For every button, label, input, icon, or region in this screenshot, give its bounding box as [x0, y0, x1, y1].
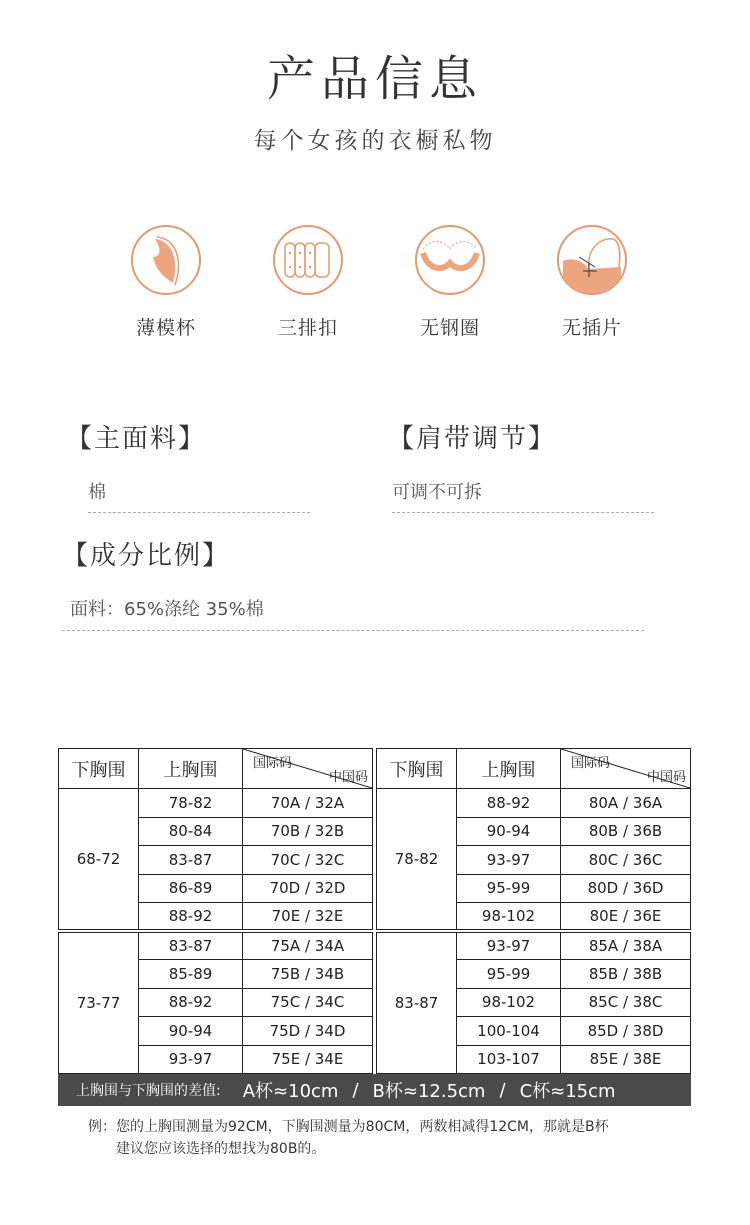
size-code-cell: 75C / 34C	[243, 988, 373, 1017]
feature-item	[237, 225, 379, 340]
upper-bust-cell: 93-97	[139, 1045, 243, 1074]
size-code-cell: 80A / 36A	[561, 789, 691, 818]
upper-bust-cell: 100-104	[457, 1017, 561, 1046]
size-code-cell: 85A / 38A	[561, 931, 691, 960]
size-code-cell: 75E / 34E	[243, 1045, 373, 1074]
header-intl: 国际码	[571, 756, 611, 771]
diff-b: B杯≈12.5cm	[372, 1081, 486, 1102]
upper-bust-cell: 85-89	[139, 960, 243, 989]
feature-label: 无钢圈	[419, 317, 480, 339]
ratio-heading: 【成分比例】	[62, 541, 231, 571]
size-code-cell: 85B / 38B	[561, 960, 691, 989]
wire-free-icon	[415, 225, 485, 295]
under-bust-cell: 83-87	[377, 931, 457, 1074]
feature-list	[95, 225, 695, 340]
header-size-code	[561, 749, 691, 789]
under-bust-cell: 78-82	[377, 789, 457, 932]
size-chart	[58, 748, 691, 1160]
upper-bust-cell: 88-92	[457, 789, 561, 818]
header-under: 下胸围	[377, 749, 457, 789]
upper-bust-cell: 80-84	[139, 817, 243, 846]
upper-bust-cell: 88-92	[139, 903, 243, 932]
under-bust-cell: 68-72	[59, 789, 139, 932]
upper-bust-cell: 88-92	[139, 988, 243, 1017]
size-table-left	[58, 748, 373, 1074]
upper-bust-cell: 98-102	[457, 988, 561, 1017]
diff-separator: /	[499, 1079, 506, 1101]
size-code-cell: 85C / 38C	[561, 988, 691, 1017]
table-row	[59, 931, 373, 960]
size-note	[58, 1116, 691, 1160]
header-under: 下胸围	[59, 749, 139, 789]
size-table-right	[376, 748, 691, 1074]
size-code-cell: 75D / 34D	[243, 1017, 373, 1046]
diff-c: C杯≈15cm	[519, 1081, 616, 1102]
ratio-value: 面料：65%涤纶 35%棉	[62, 595, 644, 631]
size-code-cell: 80D / 36D	[561, 874, 691, 903]
size-code-cell: 70B / 32B	[243, 817, 373, 846]
feature-label: 薄模杯	[135, 317, 196, 339]
upper-bust-cell: 103-107	[457, 1045, 561, 1074]
note-line-1: 例：您的上胸围测量为92CM，下胸围测量为80CM，两数相减得12CM，那就是B杯	[88, 1119, 609, 1135]
upper-bust-cell: 98-102	[457, 903, 561, 932]
size-code-cell: 75A / 34A	[243, 931, 373, 960]
fabric-heading: 【主面料】	[66, 424, 207, 454]
upper-bust-cell: 93-97	[457, 846, 561, 875]
feature-label: 无插片	[561, 317, 622, 339]
header-size-code	[243, 749, 373, 789]
page-title: 产品信息	[266, 51, 483, 107]
upper-bust-cell: 90-94	[139, 1017, 243, 1046]
strap-value: 可调不可拆	[392, 478, 654, 513]
page-subtitle: 每个女孩的衣橱私物	[253, 128, 497, 154]
upper-bust-cell: 95-99	[457, 874, 561, 903]
upper-bust-cell: 95-99	[457, 960, 561, 989]
size-code-cell: 70E / 32E	[243, 903, 373, 932]
size-code-cell: 70C / 32C	[243, 846, 373, 875]
note-line-2: 建议您应该选择的想找为80B的。	[116, 1141, 326, 1157]
upper-bust-cell: 83-87	[139, 931, 243, 960]
diff-separator: /	[352, 1079, 359, 1101]
size-code-cell: 85D / 38D	[561, 1017, 691, 1046]
upper-bust-cell: 93-97	[457, 931, 561, 960]
triple-hook-icon	[273, 225, 343, 295]
header-cn: 中国码	[328, 770, 368, 785]
header-intl: 国际码	[253, 756, 293, 771]
upper-bust-cell: 90-94	[457, 817, 561, 846]
header-upper: 上胸围	[139, 749, 243, 789]
thin-cup-icon	[131, 225, 201, 295]
diff-a: A杯≈10cm	[242, 1081, 339, 1102]
feature-label: 三排扣	[277, 317, 338, 339]
feature-item	[521, 225, 663, 340]
cup-difference-bar	[58, 1074, 691, 1106]
strap-heading: 【肩带调节】	[388, 424, 557, 454]
table-row	[377, 931, 691, 960]
upper-bust-cell: 83-87	[139, 846, 243, 875]
fabric-value: 棉	[88, 478, 310, 513]
size-code-cell: 70A / 32A	[243, 789, 373, 818]
header-cn: 中国码	[646, 770, 686, 785]
table-row	[59, 789, 373, 818]
table-row	[377, 789, 691, 818]
upper-bust-cell: 86-89	[139, 874, 243, 903]
upper-bust-cell: 78-82	[139, 789, 243, 818]
size-code-cell: 85E / 38E	[561, 1045, 691, 1074]
size-code-cell: 80C / 36C	[561, 846, 691, 875]
size-code-cell: 80E / 36E	[561, 903, 691, 932]
under-bust-cell: 73-77	[59, 931, 139, 1074]
size-code-cell: 75B / 34B	[243, 960, 373, 989]
diff-label: 上胸围与下胸围的差值:	[76, 1083, 221, 1099]
header-upper: 上胸围	[457, 749, 561, 789]
size-code-cell: 80B / 36B	[561, 817, 691, 846]
feature-item	[95, 225, 237, 340]
feature-item	[379, 225, 521, 340]
no-insert-icon	[557, 225, 627, 295]
size-code-cell: 70D / 32D	[243, 874, 373, 903]
